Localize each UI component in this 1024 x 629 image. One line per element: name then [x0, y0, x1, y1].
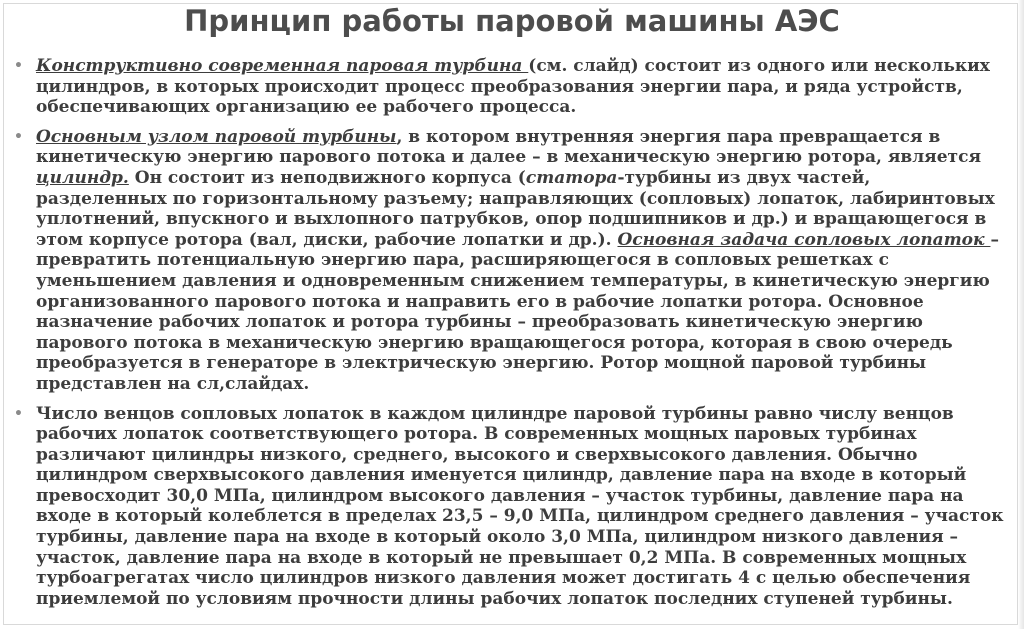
text-fragment: Конструктивно современная паровая турбина: [36, 56, 529, 76]
bullet-text: [36, 127, 999, 394]
text-fragment: , в котором внутренняя энергия пара превращается в кинетическую энергию парового потока и далее – в механическую энергию ротора, является: [36, 126, 982, 168]
slide-shadow: [1018, 0, 1024, 629]
slide-content: [14, 56, 1004, 618]
text-fragment: -турбины из двух частей, разделенных по горизонтальному разъему; направляющих (сопловых) лопаток, лабиринтовых уплотнений, впускного и выхлопного патрубков, опор подшипников и др.) и вращающегося в этом корпусе ротора (вал, диски, рабочие лопатки и др.).: [36, 167, 995, 250]
bullet-icon: •: [14, 58, 23, 74]
bullet-text: Число венцов сопловых лопаток в каждом цилиндре паровой турбины равно числу венцов рабочих лопаток соответствующего ротора. В современных мощных паровых турбинах различают цилиндры низкого, среднего, высокого и сверхвысокого давления. Обычно цилиндром сверхвысокого давления именуется цилиндр, давление пара на входе в который превосходит 30,0 МПа, цилиндром высокого давления – участок турбины, давление пара на входе в который колеблется в пределах 23,5 – 9,0 МПа, цилиндром среднего давления – участок турбины, давление пара на входе в который около 3,0 МПа, цилиндром низкого давления – участок, давление пара на входе в который не превышает 0,2 МПа. В современных мощных турбоагрегатах число цилиндров низкого давления может достигать 4 с целью обеспечения приемлемой по условиям прочности длины рабочих лопаток последних ступеней турбины.: [36, 403, 1004, 609]
text-fragment: цилиндр.: [36, 167, 129, 188]
bullet-icon: •: [14, 128, 23, 145]
bullet-item: [14, 404, 1004, 610]
bullet-item: [14, 127, 1004, 395]
bullet-text: [36, 56, 990, 117]
slide-title: Принцип работы паровой машины АЭС: [184, 4, 840, 38]
text-fragment: Он состоит из неподвижного корпуса (: [128, 167, 526, 188]
text-fragment: Основная задача сопловых лопаток: [617, 229, 991, 250]
text-fragment: (см. слайд) состоит из одного или нескольких цилиндров, в которых происходит процесс преобразования энергии пара, и ряда устройств, обеспечивающих организацию ее рабочего процесса.: [36, 56, 990, 118]
text-fragment: Основным узлом паровой турбины: [36, 126, 397, 147]
text-fragment: статора: [525, 167, 618, 188]
bullet-item: [14, 56, 1004, 118]
text-fragment: – превратить потенциальную энергию пара, расширяющегося в сопловых решетках с уменьшением давления и одновременным снижением температуры, в кинетическую энергию организованного парового потока и направить его в рабочие лопатки ротора. Основное назначение рабочих лопаток и ротора турбины – преобразовать кинетическую энергию парового потока в механическую энергию вращающегося ротора, которая в свою очередь преобразуется в генераторе в электрическую энергию. Ротор мощной паровой турбины представлен на сл,слайдах.: [36, 229, 999, 394]
bullet-icon: •: [14, 405, 23, 422]
